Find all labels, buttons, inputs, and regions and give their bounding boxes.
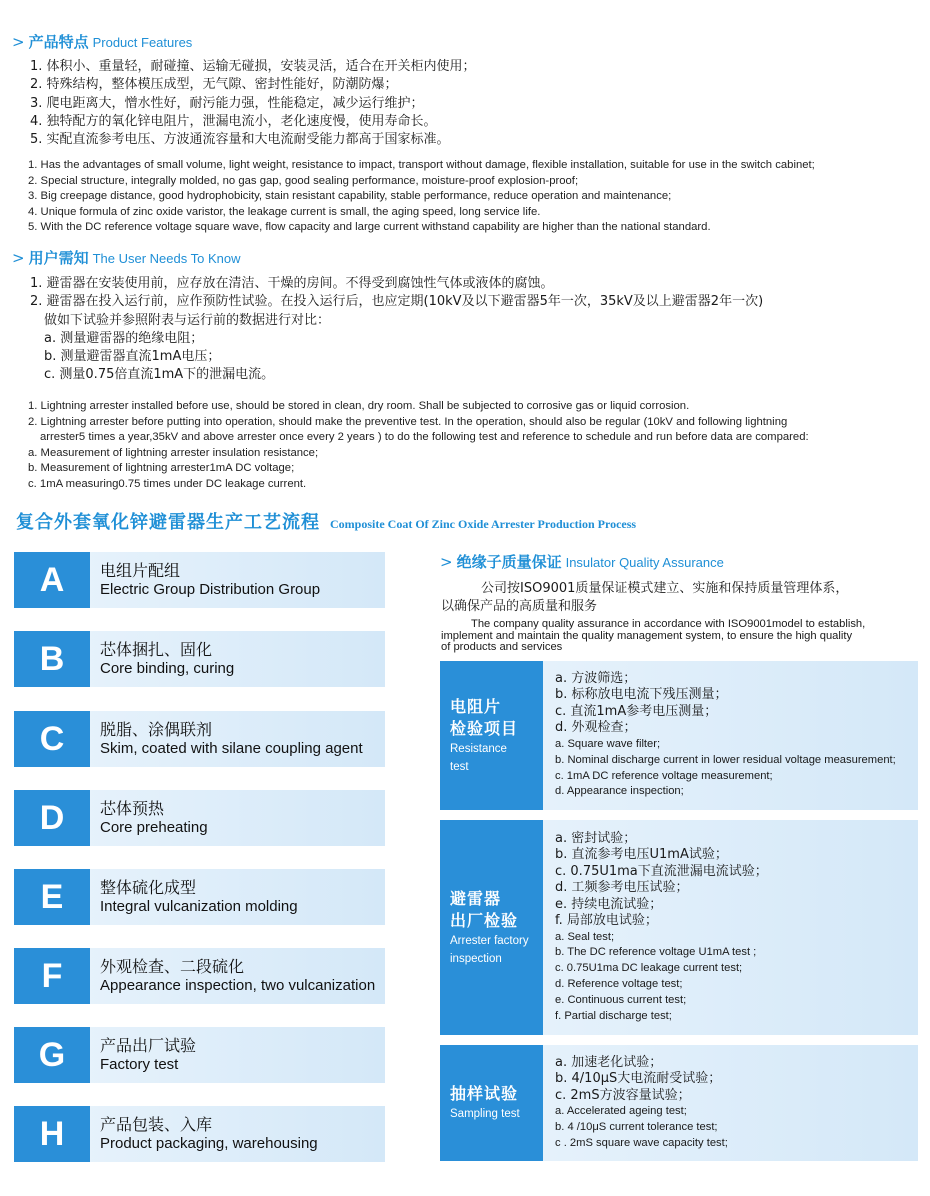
list-item: c. 直流1mA参考电压测量； — [555, 703, 718, 719]
step-label-en: Core binding, curing — [100, 660, 235, 677]
list-item: 1. Lightning arrester installed before use, should be stored in clean, dry room. Shall be subjected to corrosive gas or liquid corrosion. — [28, 400, 690, 412]
process-step — [14, 552, 385, 608]
list-item: 3. 爬电距离大，憎水性好，耐污能力强，性能稳定，减少运行维护； — [30, 95, 424, 111]
list-item: 3. Big creepage distance, good hydrophobicity, stain resistant capability, stable performance, reduce operation and maintenance; — [28, 190, 672, 203]
features-list-zh — [30, 58, 476, 149]
list-item: e. Continuous current test; — [555, 993, 687, 1006]
features-heading: > 产品特点 Product Features — [12, 33, 193, 51]
step-letter: C — [14, 711, 90, 767]
list-item: c. 1mA DC reference voltage measurement; — [555, 769, 773, 782]
list-item: c. 0.75U1ma DC leakage current test; — [555, 962, 743, 975]
list-item: c. 0.75U1ma下直流泄漏电流试验； — [555, 863, 768, 879]
arrester-factory-box — [440, 820, 918, 1035]
box-title: 电阻片 检验项目 Resistance test — [440, 661, 543, 810]
list-item: c. 2mS方波容量试验； — [555, 1087, 691, 1103]
chevron-right-icon: > — [12, 33, 25, 51]
list-item: d. 工频参考电压试验； — [555, 880, 689, 896]
list-item: c . 2mS square wave capacity test; — [555, 1136, 728, 1149]
step-label-en: Integral vulcanization molding — [100, 898, 298, 915]
list-item: 5. 实配直流参考电压、方波通流容量和大电流耐受能力都高于国家标准。 — [30, 132, 450, 148]
step-letter: E — [14, 869, 90, 925]
list-item: b. 测量避雷器直流1mA电压； — [44, 349, 221, 365]
features-list-en — [28, 158, 815, 236]
step-label-zh: 脱脂、涂偶联剂 — [100, 720, 213, 739]
step-letter: H — [14, 1106, 90, 1162]
box-content — [543, 661, 896, 810]
list-item: a. 密封试验； — [555, 830, 637, 846]
list-item: 4. Unique formula of zinc oxide varistor, the leakage current is small, the aging speed, long service life. — [28, 205, 541, 218]
step-label-zh: 芯体预热 — [100, 799, 165, 818]
list-item: 做如下试验并参照附表与运行前的数据进行对比： — [44, 312, 331, 328]
quality-desc-zh: 公司按ISO9001质量保证模式建立、实施和保持质量管理体系， 以确保产品的高质量和服务 — [441, 581, 849, 614]
step-label-zh: 产品出厂试验 — [100, 1036, 197, 1055]
list-item: 2. 避雷器在投入运行前，应作预防性试验。在投入运行后，也应定期(10kV及以下避雷器5年一次，35kV及以上避雷器2年一次) — [30, 294, 764, 310]
process-step — [14, 1027, 385, 1083]
list-item: 2. 特殊结构，整体模压成型，无气隙、密封性能好，防潮防爆； — [30, 77, 398, 93]
list-item: arrester5 times a year,35kV and above arrester once every 2 years ) to do the following test and reference to schedule and run before data are compared: — [40, 431, 809, 444]
list-item: 1. 体积小、重量轻，耐碰撞、运输无碰损，安装灵活，适合在开关柜内使用； — [30, 59, 476, 74]
list-item: a. Measurement of lightning arrester insulation resistance; — [28, 446, 319, 459]
step-label-en: Product packaging, warehousing — [100, 1135, 318, 1152]
step-label-zh: 产品包装、入库 — [100, 1115, 213, 1134]
chevron-right-icon: > — [440, 553, 453, 571]
step-label-en: Skim, coated with silane coupling agent — [100, 740, 363, 757]
list-item: 1. 避雷器在安装使用前，应存放在清洁、干燥的房间。不得受到腐蚀性气体或液体的腐蚀。 — [30, 276, 554, 291]
list-item: 1. Has the advantages of small volume, light weight, resistance to impact, transport without damage, flexible installation, suitable for use in the switch cabinet; — [28, 159, 815, 171]
list-item: b. Nominal discharge current in lower residual voltage measurement; — [555, 753, 896, 766]
step-label-zh: 整体硫化成型 — [100, 878, 197, 897]
user-needs-list-en — [28, 399, 809, 493]
process-step — [14, 948, 385, 1004]
list-item: 2. Special structure, integrally molded, no gas gap, good sealing performance, moisture-proof explosion-proof; — [28, 174, 579, 187]
step-letter: A — [14, 552, 90, 608]
step-label-en: Electric Group Distribution Group — [100, 581, 321, 598]
process-step — [14, 631, 385, 687]
step-label-en: Appearance inspection, two vulcanization — [100, 977, 376, 994]
list-item: a. Square wave filter; — [555, 737, 661, 750]
list-item: b. The DC reference voltage U1mA test ; — [555, 946, 757, 959]
resistance-test-box — [440, 661, 918, 810]
chevron-right-icon: > — [12, 249, 25, 267]
process-step — [14, 711, 385, 767]
list-item: a. Accelerated ageing test; — [555, 1105, 687, 1118]
process-title: 复合外套氧化锌避雷器生产工艺流程 Composite Coat Of Zinc Oxide Arrester Production Process — [16, 512, 637, 533]
user-needs-list-zh — [30, 275, 763, 385]
list-item: 4. 独特配方的氧化锌电阻片，泄漏电流小，老化速度慢，使用寿命长。 — [30, 113, 437, 129]
step-letter: B — [14, 631, 90, 687]
list-item: f. 局部放电试验； — [555, 913, 658, 929]
list-item: f. Partial discharge test; — [555, 1009, 672, 1022]
list-item: a. 加速老化试验； — [555, 1054, 663, 1070]
step-letter: F — [14, 948, 90, 1004]
box-content — [543, 820, 768, 1035]
box-content — [543, 1045, 728, 1161]
list-item: b. 直流参考电压U1mA试验； — [555, 847, 728, 863]
list-item: a. 方波筛选； — [555, 670, 637, 686]
step-label-en: Core preheating — [100, 819, 208, 836]
process-step — [14, 869, 385, 925]
list-item: b. Measurement of lightning arrester1mA DC voltage; — [28, 462, 295, 475]
list-item: d. 外观检查； — [555, 720, 637, 736]
box-title: 避雷器 出厂检验 Arrester factory inspection — [440, 820, 543, 1035]
step-letter: D — [14, 790, 90, 846]
list-item: e. 持续电流试验； — [555, 896, 663, 912]
quality-desc-en: The company quality assurance in accordance with ISO9001model to establish, implement and maintain the quality management system, to ensure the high quality of products and services — [441, 618, 866, 653]
list-item: b. 4 /10μS current tolerance test; — [555, 1120, 718, 1133]
user-needs-heading: > 用户需知 The User Needs To Know — [12, 249, 241, 267]
list-item: a. 测量避雷器的绝缘电阻； — [44, 330, 204, 346]
sampling-test-box — [440, 1045, 918, 1161]
list-item: c. 测量0.75倍直流1mA下的泄漏电流。 — [44, 367, 275, 383]
list-item: d. Reference voltage test; — [555, 978, 683, 990]
list-item: 2. Lightning arrester before putting into operation, should make the preventive test. In the operation, should also be regular (10kV and following lightning — [28, 415, 788, 428]
box-title: 抽样试验 Sampling test — [440, 1045, 543, 1161]
step-letter: G — [14, 1027, 90, 1083]
step-label-zh: 芯体捆扎、固化 — [100, 640, 213, 659]
step-label-zh: 电组片配组 — [100, 561, 181, 580]
list-item: b. 4/10μS大电流耐受试验； — [555, 1071, 722, 1087]
list-item: a. Seal test; — [555, 930, 615, 943]
step-label-zh: 外观检查、二段硫化 — [100, 957, 245, 976]
list-item: b. 标称放电电流下残压测量； — [555, 687, 728, 703]
list-item: d. Appearance inspection; — [555, 785, 684, 798]
process-step — [14, 790, 385, 846]
list-item: c. 1mA measuring0.75 times under DC leakage current. — [28, 477, 307, 490]
list-item: 5. With the DC reference voltage square wave, flow capacity and large current withstand capability are higher than the national standard. — [28, 221, 711, 234]
process-step — [14, 1106, 385, 1162]
step-label-en: Factory test — [100, 1056, 179, 1073]
quality-heading: > 绝缘子质量保证 Insulator Quality Assurance — [440, 553, 724, 571]
